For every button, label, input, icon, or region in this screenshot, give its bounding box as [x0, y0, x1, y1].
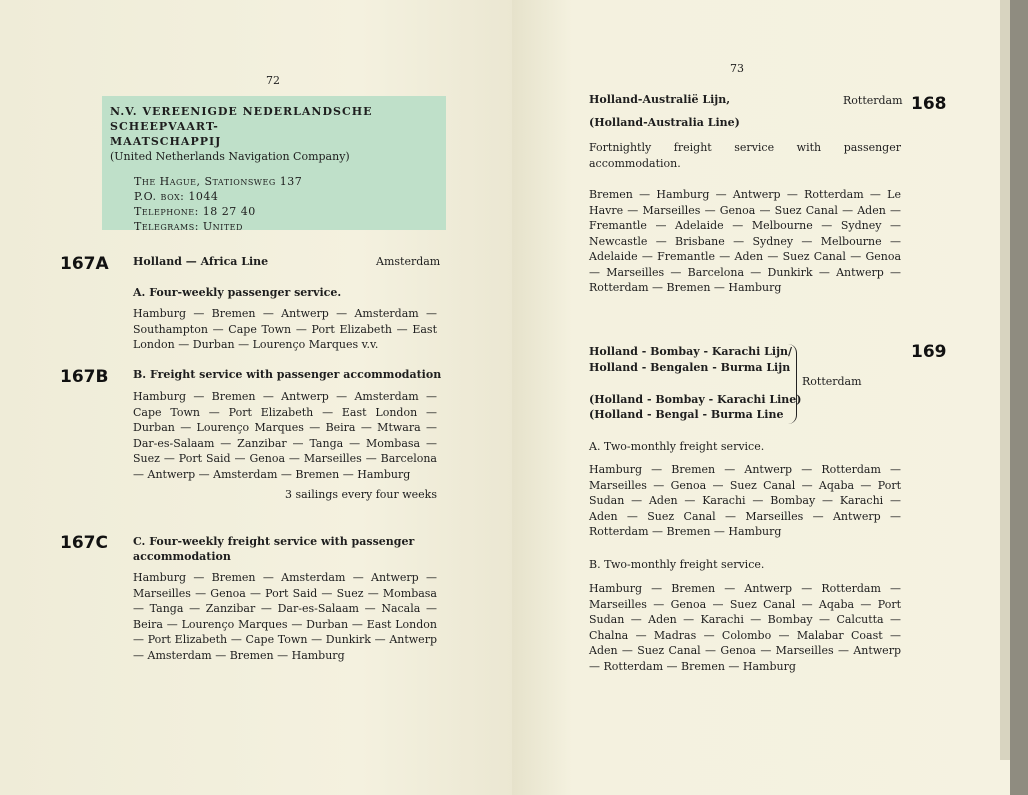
company-name-line1: N.V. VEREENIGDE NEDERLANDSCHE SCHEEPVAART-	[110, 105, 373, 133]
service-167c: C. Four-weekly freight service with passenger accommodation	[133, 535, 415, 563]
company-english-name: (United Netherlands Navigation Company)	[110, 150, 350, 163]
service-169a: A. Two-monthly freight service.	[589, 440, 765, 453]
route-167b: Hamburg — Bremen — Antwerp — Amsterdam — Cape Town — Port Elizabeth — East London — Durban — Lourenço Marques — Beira — Mtwara — Dar-es-Salaam — Zanzibar — Tanga — Mombasa — Suez — Port Said — Genoa — Marseilles — Barcelona — Antwerp — Amsterdam — Bremen — Hamburg	[133, 390, 437, 481]
entry-code-167c: 167C	[60, 533, 108, 553]
company-pobox: P.O. box: 1044	[134, 190, 219, 203]
route-167a: Hamburg — Bremen — Antwerp — Amsterdam — Southampton — Cape Town — Port Elizabeth — East London — Durban — Lourenço Marques v.v.	[133, 307, 437, 351]
page-edge	[1000, 0, 1010, 760]
entry-port-169: Rotterdam	[802, 375, 862, 388]
company-name-line2: MAATSCHAPPIJ	[110, 135, 222, 148]
page-number-left: 72	[266, 74, 280, 87]
company-address-block	[110, 174, 438, 234]
entry-code-169: 169	[911, 342, 947, 362]
route-169a: Hamburg — Bremen — Antwerp — Rotterdam — Marseilles — Genoa — Suez Canal — Aqaba — Port Sudan — Aden — Karachi — Bombay — Karachi — Aden — Suez Canal — Marseilles — Antwerp — Rotterdam — Bremen — Hamburg	[589, 463, 901, 538]
service-167b: B. Freight service with passenger accommodation	[133, 368, 442, 381]
entry-title-169-line3: (Holland - Bombay - Karachi Line)	[589, 393, 802, 406]
book-edge	[1010, 0, 1028, 795]
service-169b: B. Two-monthly freight service.	[589, 558, 765, 571]
entry-port-167a: Amsterdam	[376, 255, 441, 268]
entry-title-169-line2: Holland - Bengalen - Burma Lijn	[589, 361, 791, 374]
company-telegrams: Telegrams: United	[134, 220, 243, 233]
entry-title-en-168: (Holland-Australia Line)	[589, 116, 740, 129]
service-168: Fortnightly freight service with passenger accommodation.	[589, 141, 901, 170]
entry-title-169-line4: (Holland - Bengal - Burma Line	[589, 408, 784, 421]
page-number-right: 73	[730, 62, 744, 75]
entry-code-168: 168	[911, 94, 947, 114]
company-telephone: Telephone: 18 27 40	[134, 205, 256, 218]
entry-port-168: Rotterdam	[843, 94, 903, 107]
service-167a: A. Four-weekly passenger service.	[133, 286, 342, 299]
company-box	[102, 96, 446, 233]
route-167c: Hamburg — Bremen — Amsterdam — Antwerp — Marseilles — Genoa — Port Said — Suez — Mombasa — Tanga — Zanzibar — Dar-es-Salaam — Nacala — Beira — Lourenço Marques — Durban — East London — Port Elizabeth — Cape Town — Dunkirk — Antwerp — Amsterdam — Bremen — Hamburg	[133, 571, 437, 662]
entry-code-167a: 167A	[60, 254, 109, 274]
route-168: Bremen — Hamburg — Antwerp — Rotterdam — Le Havre — Marseilles — Genoa — Suez Canal — Aden — Fremantle — Adelaide — Melbourne — Sydney — Newcastle — Brisbane — Sydney — Melbourne — Adelaide — Fremantle — Aden — Suez Canal — Genoa — Marseilles — Barcelona — Dunkirk — Antwerp — Rotterdam — Bremen — Hamburg	[589, 188, 901, 294]
entry-title-169-line1: Holland - Bombay - Karachi Lijn/	[589, 345, 793, 358]
entry-code-167b: 167B	[60, 367, 109, 387]
route-169b: Hamburg — Bremen — Antwerp — Rotterdam — Marseilles — Genoa — Suez Canal — Aqaba — Port Sudan — Aden — Karachi — Bombay — Calcutta — Chalna — Madras — Colombo — Malabar Coast — Aden — Suez Canal — Genoa — Marseilles — Antwerp — Rotterdam — Bremen — Hamburg	[589, 582, 901, 673]
entry-title-168: Holland-Australië Lijn,	[589, 93, 731, 106]
brace-symbol	[788, 344, 797, 424]
entry-title-167a: Holland — Africa Line	[133, 255, 269, 268]
note-167b: 3 sailings every four weeks	[284, 488, 437, 501]
company-address: The Hague, Stationsweg 137	[134, 175, 303, 188]
